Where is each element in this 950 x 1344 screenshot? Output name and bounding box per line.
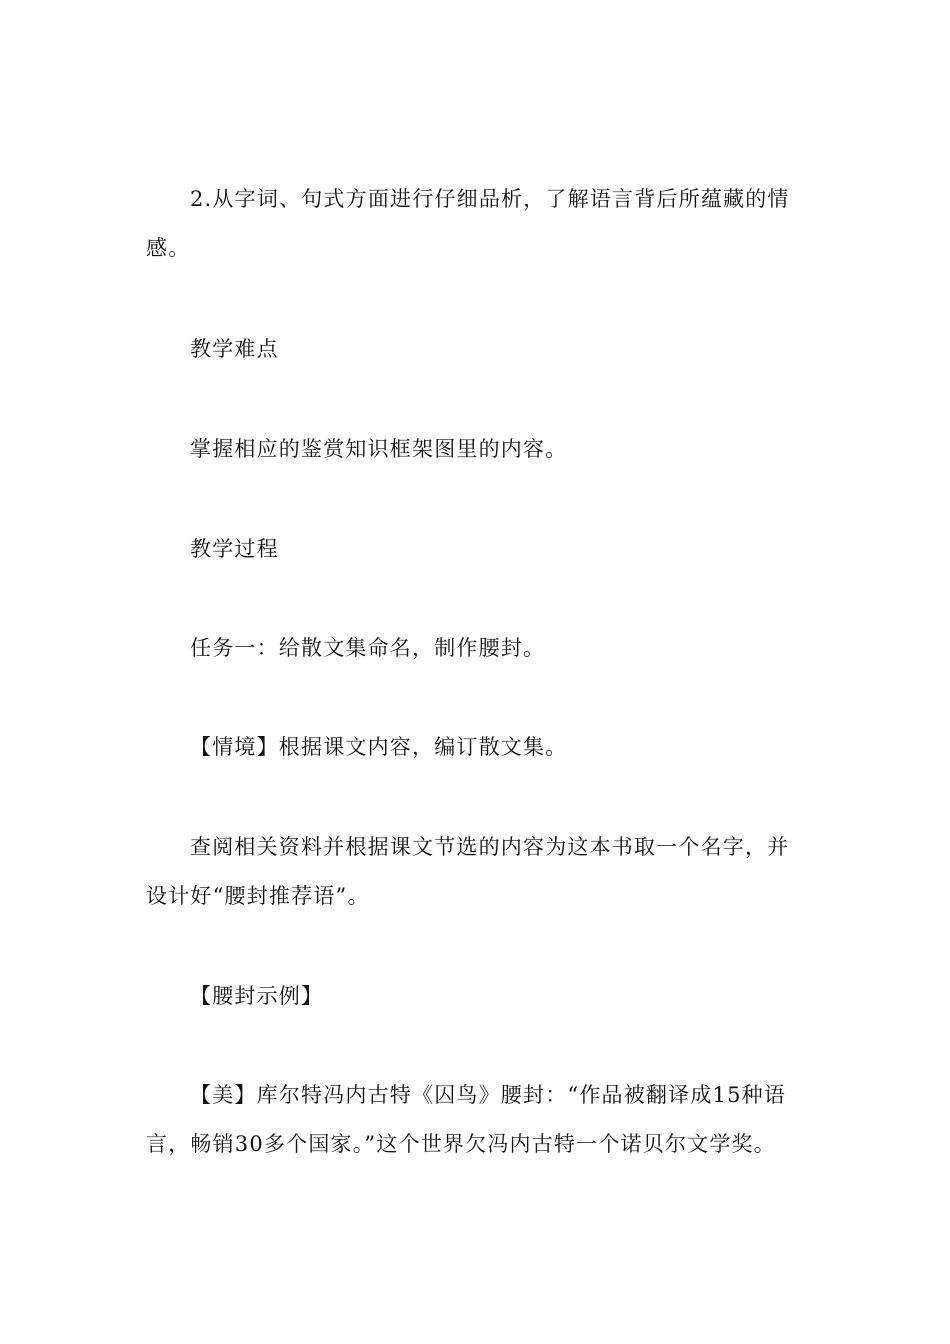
- objective-paragraph: 2.从字词、句式方面进行仔细品析，了解语言背后所蕴藏的情感。: [146, 187, 790, 260]
- task-one-paragraph: 任务一：给散文集命名，制作腰封。: [190, 636, 546, 660]
- example-heading: 【腰封示例】: [190, 984, 324, 1008]
- heading-teaching-difficulty: 教学难点: [190, 337, 279, 361]
- context-paragraph: 【情境】根据课文内容，编订散文集。: [190, 735, 568, 759]
- example-paragraph: 【美】库尔特冯内古特《囚鸟》腰封：“作品被翻译成15种语言，畅销30多个国家。”这个世界欠冯内古特一个诺贝尔文学奖。: [146, 1083, 787, 1156]
- difficulty-paragraph: 掌握相应的鉴赏知识框架图里的内容。: [190, 437, 568, 461]
- heading-teaching-process: 教学过程: [190, 537, 279, 561]
- instruction-paragraph: 查阅相关资料并根据课文节选的内容为这本书取一个名字，并设计好“腰封推荐语”。: [146, 835, 790, 908]
